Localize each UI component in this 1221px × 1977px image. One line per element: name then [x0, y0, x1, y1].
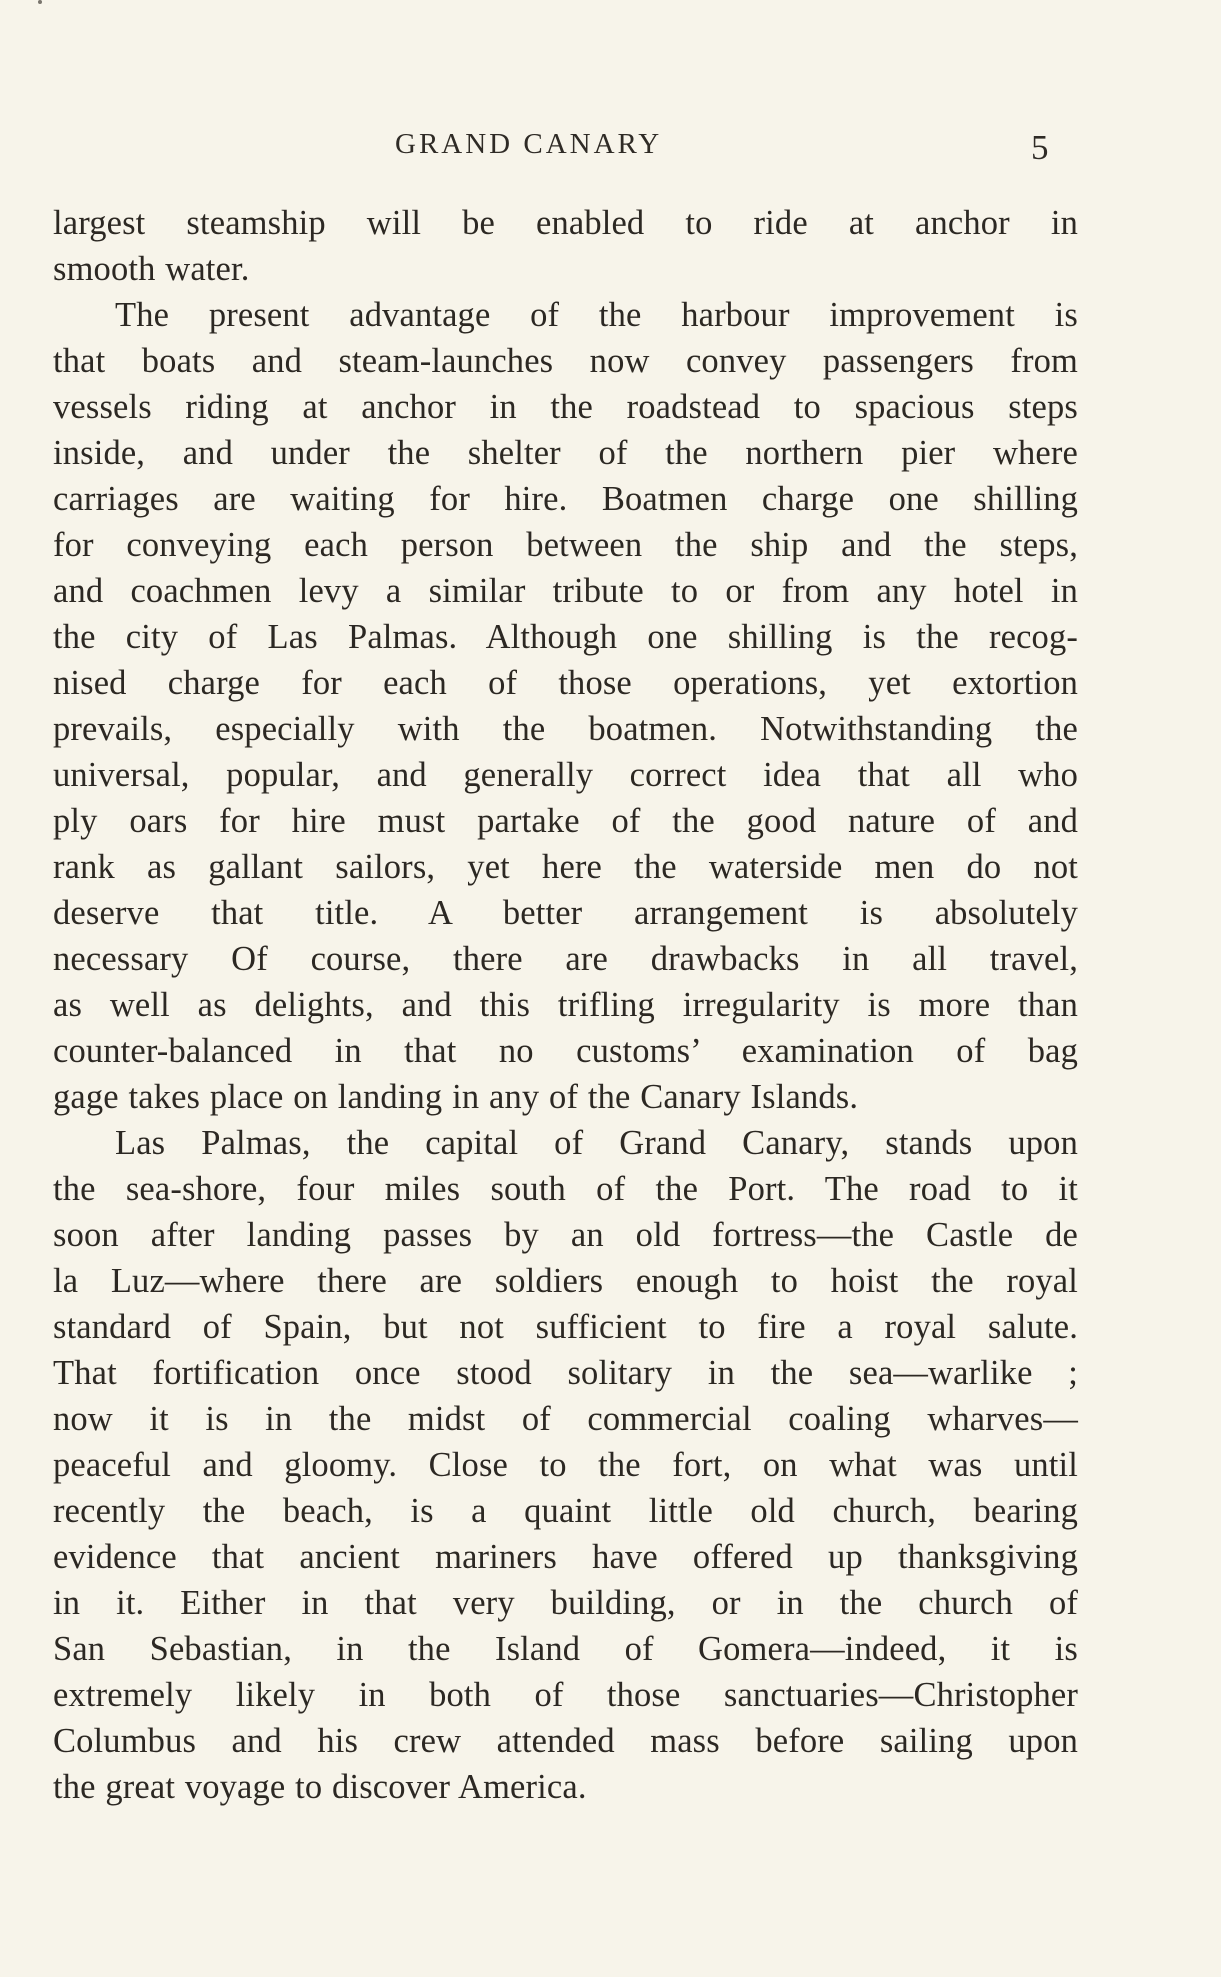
text-line: the city of Las Palmas. Although one shilling is the recog- — [53, 618, 1078, 656]
text-line: largest steamship will be enabled to ride at anchor in — [53, 204, 1078, 242]
text-line: vessels riding at anchor in the roadstead to spacious steps — [53, 388, 1078, 426]
text-line: extremely likely in both of those sanctuaries—Christopher — [53, 1676, 1078, 1714]
text-line: as well as delights, and this trifling irregularity is more than — [53, 986, 1078, 1024]
text-line: now it is in the midst of commercial coaling wharves— — [53, 1400, 1078, 1438]
page-number: 5 — [1031, 128, 1049, 167]
text-line: nised charge for each of those operations, yet extortion — [53, 664, 1078, 702]
text-line: San Sebastian, in the Island of Gomera—indeed, it is — [53, 1630, 1078, 1668]
text-line: inside, and under the shelter of the northern pier where — [53, 434, 1078, 472]
text-line: necessary Of course, there are drawbacks in all travel, — [53, 940, 1078, 978]
text-line: carriages are waiting for hire. Boatmen charge one shilling — [53, 480, 1078, 518]
text-line: The present advantage of the harbour improvement is — [115, 296, 1078, 334]
text-line: prevails, especially with the boatmen. Notwithstanding the — [53, 710, 1078, 748]
text-line: the sea-shore, four miles south of the Port. The road to it — [53, 1170, 1078, 1208]
text-line: standard of Spain, but not sufficient to fire a royal salute. — [53, 1308, 1078, 1346]
running-head: GRAND CANARY — [395, 128, 663, 160]
text-line: counter-balanced in that no customs’ examination of bag — [53, 1032, 1078, 1070]
text-line: smooth water. — [53, 250, 250, 288]
scan-speck — [38, 0, 42, 4]
text-line: universal, popular, and generally correct idea that all who — [53, 756, 1078, 794]
text-line: the great voyage to discover America. — [53, 1768, 587, 1806]
text-line: rank as gallant sailors, yet here the waterside men do not — [53, 848, 1078, 886]
text-line: That fortification once stood solitary in the sea—warlike ; — [53, 1354, 1078, 1392]
text-line: la Luz—where there are soldiers enough to hoist the royal — [53, 1262, 1078, 1300]
text-line: gage takes place on landing in any of the Canary Islands. — [53, 1078, 859, 1116]
text-line: in it. Either in that very building, or in the church of — [53, 1584, 1078, 1622]
text-line: and coachmen levy a similar tribute to or from any hotel in — [53, 572, 1078, 610]
text-line: evidence that ancient mariners have offered up thanksgiving — [53, 1538, 1078, 1576]
body-text — [53, 200, 1078, 1810]
text-line: that boats and steam-launches now convey passengers from — [53, 342, 1078, 380]
text-line: for conveying each person between the ship and the steps, — [53, 526, 1078, 564]
text-line: Columbus and his crew attended mass before sailing upon — [53, 1722, 1078, 1760]
text-line: deserve that title. A better arrangement is absolutely — [53, 894, 1078, 932]
text-line: peaceful and gloomy. Close to the fort, on what was until — [53, 1446, 1078, 1484]
text-line: Las Palmas, the capital of Grand Canary, stands upon — [115, 1124, 1078, 1162]
text-line: ply oars for hire must partake of the good nature of and — [53, 802, 1078, 840]
text-line: soon after landing passes by an old fortress—the Castle de — [53, 1216, 1078, 1254]
text-line: recently the beach, is a quaint little old church, bearing — [53, 1492, 1078, 1530]
